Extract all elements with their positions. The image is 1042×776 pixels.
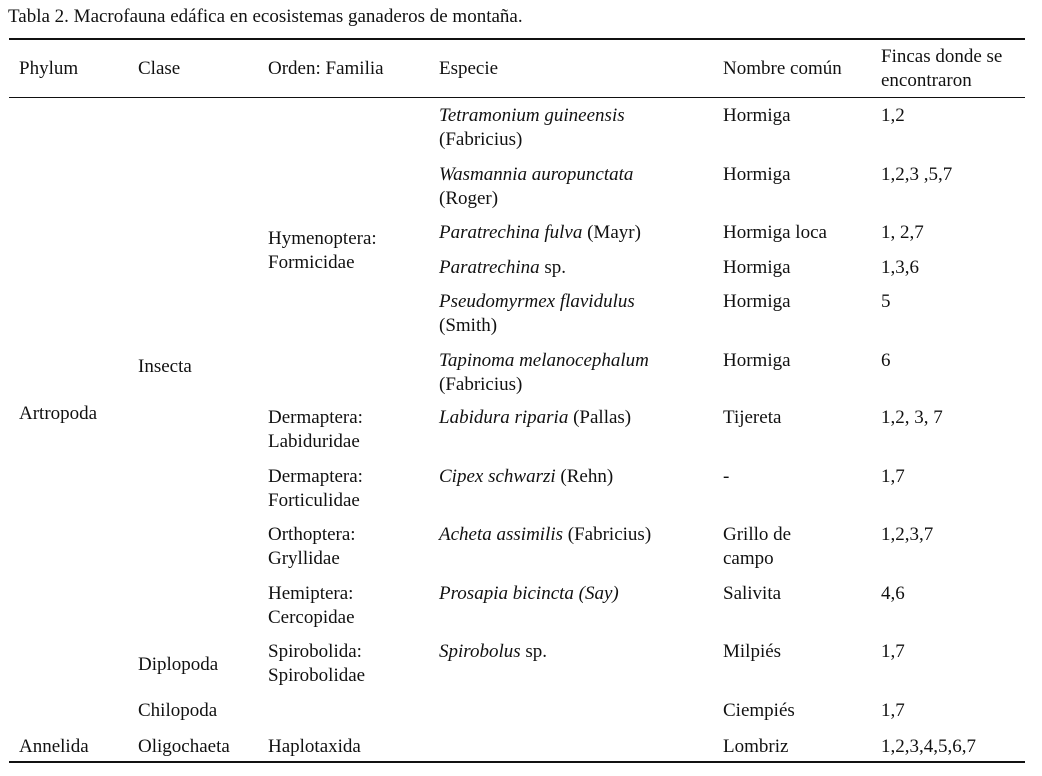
nombre-cell: Lombriz (723, 736, 789, 757)
clase-oligochaeta: Oligochaeta (138, 736, 230, 757)
orden-dermaptera-labiduridae: Dermaptera: Labiduridae (268, 407, 363, 452)
nombre-cell: - (723, 466, 730, 487)
nombre-cell: Milpiés (723, 641, 782, 662)
header-fincas: Fincas donde se encontraron (881, 46, 1003, 91)
fincas-cell: 1,3,6 (881, 257, 919, 278)
especie-cell: Prosapia bicincta (Say) (439, 583, 619, 604)
especie-cell: Pseudomyrmex flavidulus (Smith) (439, 291, 635, 336)
especie-cell: Wasmannia auropunctata (Roger) (439, 164, 634, 209)
fincas-cell: 1, 2,7 (881, 222, 924, 243)
table-top-rule (9, 38, 1025, 40)
clase-chilopoda: Chilopoda (138, 700, 218, 721)
header-orden: Orden: Familia (268, 58, 384, 79)
especie-cell: Tapinoma melanocephalum (Fabricius) (439, 350, 649, 395)
orden-hymenoptera: Hymenoptera: Formicidae (268, 228, 377, 273)
orden-haplotaxida: Haplotaxida (268, 736, 361, 757)
fincas-cell: 1,2,3 ,5,7 (881, 164, 953, 185)
especie-cell: Acheta assimilis (Fabricius) (439, 524, 652, 545)
nombre-cell: Salivita (723, 583, 782, 604)
nombre-cell: Hormiga (723, 164, 791, 185)
fincas-cell: 5 (881, 291, 891, 312)
fincas-cell: 1,2, 3, 7 (881, 407, 943, 428)
fincas-cell: 4,6 (881, 583, 905, 604)
nombre-cell: Hormiga (723, 257, 791, 278)
nombre-cell: Hormiga (723, 105, 791, 126)
phylum-annelida: Annelida (19, 736, 89, 757)
header-nombre: Nombre común (723, 58, 842, 79)
header-especie: Especie (439, 58, 499, 79)
phylum-artropoda: Artropoda (19, 403, 98, 424)
header-clase: Clase (138, 58, 181, 79)
header-phylum: Phylum (19, 58, 79, 79)
clase-insecta: Insecta (138, 356, 192, 377)
nombre-cell: Grillo de campo (723, 524, 792, 569)
table-header-rule (9, 97, 1025, 98)
fincas-cell: 1,2 (881, 105, 905, 126)
nombre-cell: Hormiga loca (723, 222, 827, 243)
especie-cell: Labidura riparia (Pallas) (439, 407, 632, 428)
table-caption: Tabla 2. Macrofauna edáfica en ecosistemas ganaderos de montaña. (8, 6, 523, 27)
especie-cell: Paratrechina fulva (Mayr) (439, 222, 641, 243)
table-bottom-rule (9, 761, 1025, 763)
clase-diplopoda: Diplopoda (138, 654, 219, 675)
nombre-cell: Tijereta (723, 407, 782, 428)
orden-orthoptera: Orthoptera: Gryllidae (268, 524, 356, 569)
fincas-cell: 1,7 (881, 641, 905, 662)
orden-spirobolida: Spirobolida: Spirobolidae (268, 641, 366, 686)
especie-cell: Spirobolus sp. (439, 641, 548, 662)
nombre-cell: Hormiga (723, 350, 791, 371)
especie-cell: Tetramonium guineensis (Fabricius) (439, 105, 625, 150)
orden-dermaptera-forticulidae: Dermaptera: Forticulidae (268, 466, 363, 511)
orden-hemiptera: Hemiptera: Cercopidae (268, 583, 355, 628)
fincas-cell: 1,2,3,4,5,6,7 (881, 736, 976, 757)
especie-cell: Paratrechina sp. (439, 257, 567, 278)
especie-cell: Cipex schwarzi (Rehn) (439, 466, 614, 487)
fincas-cell: 1,2,3,7 (881, 524, 934, 545)
nombre-cell: Hormiga (723, 291, 791, 312)
fincas-cell: 6 (881, 350, 891, 371)
fincas-cell: 1,7 (881, 466, 905, 487)
fincas-cell: 1,7 (881, 700, 905, 721)
nombre-cell: Ciempiés (723, 700, 795, 721)
